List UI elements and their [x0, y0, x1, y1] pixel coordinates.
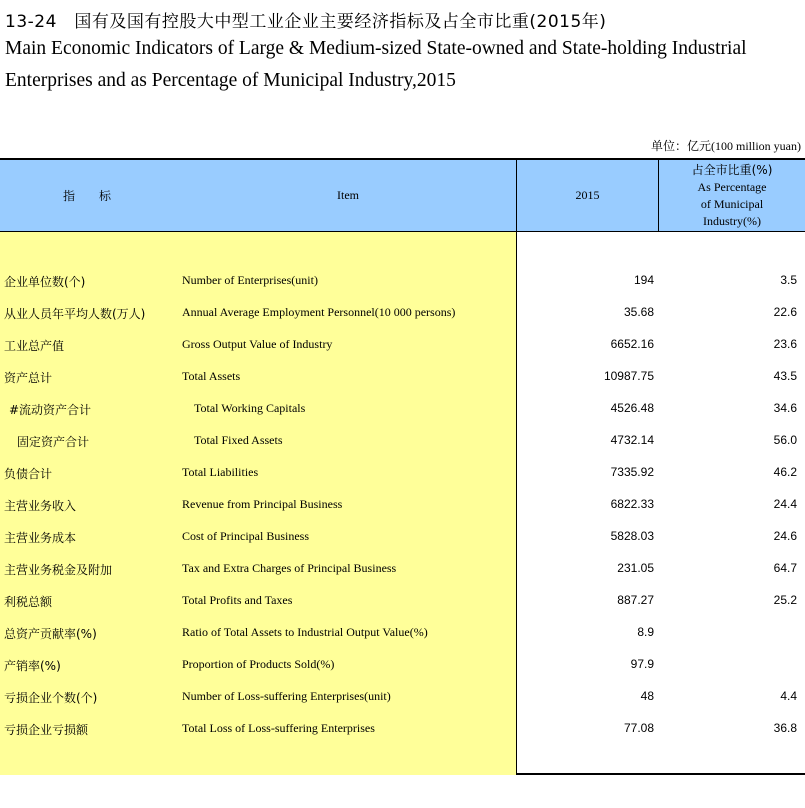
- indicator-table: [0, 158, 805, 775]
- table-header: [0, 160, 805, 232]
- unit-note: [651, 137, 801, 154]
- row-label-cn: 固定资产合计: [17, 435, 90, 449]
- table-row: [0, 265, 805, 297]
- row-value-2015: 77.08: [623, 721, 654, 735]
- row-label-en: Total Working Capitals: [194, 401, 306, 415]
- table-title-cn: 13-24 国有及国有控股大中型工业企业主要经济指标及占全市比重(2015年): [5, 12, 607, 32]
- row-value-2015: 194: [633, 273, 654, 287]
- row-label-en: Total Loss of Loss-suffering Enterprises: [182, 721, 375, 735]
- table-row: [0, 457, 805, 489]
- row-value-percentage: 4.4: [780, 689, 797, 703]
- header-pct-en2: of Municipal: [700, 196, 764, 211]
- header-item: Item: [337, 188, 359, 202]
- table-row: [0, 617, 805, 649]
- row-label-en: Tax and Extra Charges of Principal Business: [182, 561, 397, 575]
- table-row: [0, 329, 805, 361]
- row-value-percentage: 43.5: [773, 369, 797, 383]
- table-row: [0, 297, 805, 329]
- row-value-percentage: 23.6: [773, 337, 797, 351]
- header-pct-en3: Industry(%): [703, 213, 761, 228]
- table-row: [0, 393, 805, 425]
- row-value-percentage: 22.6: [773, 305, 797, 319]
- row-label-en: Annual Average Employment Personnel(10 000 persons): [182, 305, 456, 319]
- row-label-cn: 总资产贡献率(%): [4, 627, 97, 641]
- row-value-2015: 35.68: [623, 305, 654, 319]
- row-label-en: Total Assets: [182, 369, 241, 383]
- row-label-cn: #流动资产合计: [9, 403, 92, 417]
- row-label-cn: 亏损企业个数(个): [4, 691, 98, 705]
- row-label-en: Revenue from Principal Business: [182, 497, 343, 511]
- row-label-cn: 负债合计: [4, 467, 53, 481]
- row-value-2015: 97.9: [630, 657, 654, 671]
- row-value-2015: 4732.14: [610, 433, 654, 447]
- table-row: [0, 521, 805, 553]
- row-label-en: Number of Enterprises(unit): [182, 273, 318, 287]
- row-value-percentage: 56.0: [773, 433, 797, 447]
- row-label-cn: 主营业务税金及附加: [4, 563, 113, 577]
- table-row: [0, 585, 805, 617]
- row-label-en: Proportion of Products Sold(%): [182, 657, 335, 671]
- row-value-2015: 6652.16: [610, 337, 654, 351]
- row-label-cn: 利税总额: [4, 595, 53, 609]
- unit-note-cn: 单位：亿元: [650, 139, 711, 153]
- row-label-en: Total Liabilities: [182, 465, 259, 479]
- row-value-2015: 5828.03: [610, 529, 654, 543]
- row-label-cn: 主营业务成本: [4, 531, 77, 545]
- table-title-en-line2: Enterprises and as Percentage of Municipal Industry,2015: [5, 70, 456, 91]
- table-row: [0, 425, 805, 457]
- header-pct-cn: 占全市比重(%): [691, 162, 773, 177]
- table-row: [0, 681, 805, 713]
- row-value-percentage: 25.2: [773, 593, 797, 607]
- row-value-percentage: 24.6: [773, 529, 797, 543]
- row-value-2015: 7335.92: [610, 465, 654, 479]
- table-row: [0, 649, 805, 681]
- row-value-percentage: 3.5: [780, 273, 797, 287]
- row-value-percentage: 24.4: [773, 497, 797, 511]
- row-value-percentage: 46.2: [773, 465, 797, 479]
- row-label-cn: 资产总计: [4, 371, 53, 385]
- row-value-2015: 6822.33: [610, 497, 654, 511]
- table-row: [0, 489, 805, 521]
- row-label-cn: 产销率(%): [4, 659, 61, 673]
- row-label-cn: 主营业务收入: [4, 499, 77, 513]
- row-label-en: Ratio of Total Assets to Industrial Output Value(%): [182, 625, 428, 639]
- row-label-en: Cost of Principal Business: [182, 529, 310, 543]
- table-row: [0, 713, 805, 745]
- row-value-percentage: 34.6: [773, 401, 797, 415]
- row-value-2015: 8.9: [637, 625, 654, 639]
- header-year: 2015: [516, 160, 658, 231]
- header-pct-en1: As Percentage: [697, 179, 767, 194]
- table-title-en-line1: Main Economic Indicators of Large & Medium-sized State-owned and State-holding Industrial: [5, 38, 747, 59]
- row-label-cn: 企业单位数(个): [4, 275, 86, 289]
- row-label-en: Total Fixed Assets: [194, 433, 283, 447]
- row-value-percentage: 64.7: [773, 561, 797, 575]
- row-value-2015: 887.27: [617, 593, 654, 607]
- row-value-2015: 231.05: [617, 561, 654, 575]
- header-percentage: [658, 160, 805, 231]
- row-label-cn: 工业总产值: [4, 339, 65, 353]
- row-label-en: Gross Output Value of Industry: [182, 337, 333, 351]
- row-value-2015: 48: [640, 689, 654, 703]
- unit-note-en: (100 million yuan): [711, 139, 801, 153]
- row-label-cn: 亏损企业亏损额: [4, 723, 89, 737]
- row-value-2015: 10987.75: [603, 369, 654, 383]
- table-row: [0, 361, 805, 393]
- row-value-percentage: 36.8: [773, 721, 797, 735]
- table-row: [0, 553, 805, 585]
- row-label-en: Total Profits and Taxes: [182, 593, 293, 607]
- row-label-en: Number of Loss-suffering Enterprises(unit): [182, 689, 391, 703]
- row-value-2015: 4526.48: [610, 401, 654, 415]
- header-indicator: 指 标: [62, 189, 117, 203]
- row-label-cn: 从业人员年平均人数(万人): [4, 307, 146, 321]
